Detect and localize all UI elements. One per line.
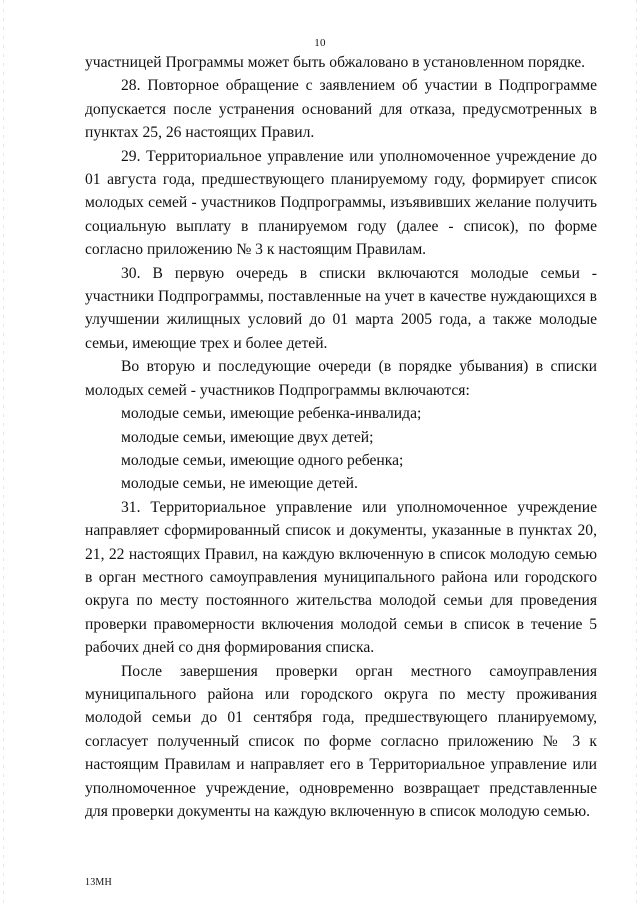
paragraph-30-queue-intro: Во вторую и последующие очереди (в порядке убывания) в списки молодых семей - участников Подпрограммы включаются: [85,358,597,399]
page-number: 10 [314,37,326,49]
paragraph-30: 30. В первую очередь в списки включаются молодые семьи - участники Подпрограммы, поставленные на учет в качестве нуждающихся в улучшении жилищных условий до 01 марта 2005 года, а также молодые семьи, имеющие трех и более детей. [85,264,597,352]
paragraph-28: 28. Повторное обращение с заявлением об участии в Подпрограмме допускается после устранения оснований для отказа, предусмотренных в пунктах 25, 26 настоящих Правил. [85,77,597,142]
list-item-disabled-child: молодые семьи, имеющие ребенка-инвалида; [121,405,422,423]
scan-edge-left [3,0,4,905]
paragraph-31-verification: После завершения проверки орган местного самоуправления муниципального района или городского округа по месту проживания молодой семьи до 01 сентября года, предшествующего планируемому, согласует полученный список по форме согласно приложению № 3 к настоящим Правилам и направляет его в Территориальное управление или уполномоченное учреждение, одновременно возвращает представленные для проверки документы на каждую включенную в список молодую семью. [85,662,597,820]
list-item-two-children: молодые семьи, имеющие двух детей; [121,428,374,446]
paragraph-29: 29. Территориальное управление или уполномоченное учреждение до 01 августа года, предшествующего планируемому году, формирует список молодых семей - участников Подпрограммы, изъявивших желание получить социальную выплату в планируемом году (далее - список), по форме согласно приложению № 3 к настоящим Правилам. [85,147,597,259]
list-item-one-child: молодые семьи, имеющие одного ребенка; [121,451,404,469]
scan-edge-right [636,0,637,905]
paragraph-31: 31. Территориальное управление или уполномоченное учреждение направляет сформированный список и документы, указанные в пунктах 20, 21, 22 настоящих Правил, на каждую включенную в список молодую семью в орган местного самоуправления муниципального района или городского округа по месту постоянного жительства молодой семьи для проведения проверки правомерности включения молодой семьи в список в течение 5 рабочих дней со дня формирования списка. [85,498,597,657]
list-item-no-children: молодые семьи, не имеющие детей. [121,475,358,493]
document-body [85,51,597,823]
paragraph-continuation: участницей Программы может быть обжаловано в установленном порядке. [85,54,586,71]
footer-code: 13МН [85,877,112,888]
